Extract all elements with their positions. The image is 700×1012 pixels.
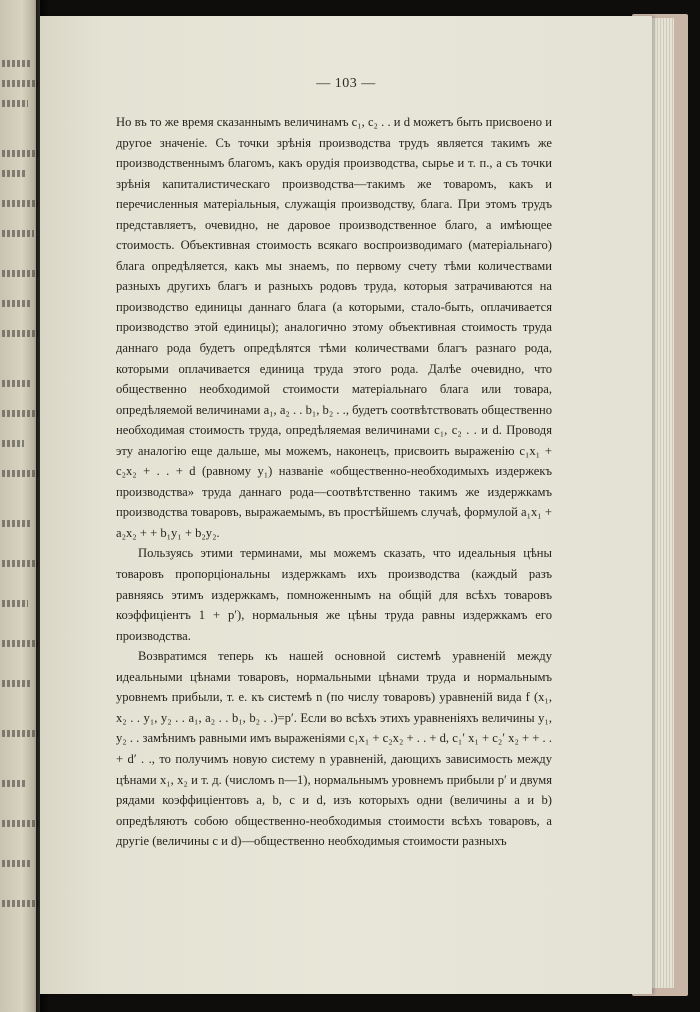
page-number: — 103 —: [316, 76, 376, 91]
main-page: [40, 16, 652, 994]
paragraph: Возвратимся теперь къ нашей основной системѣ уравненій между идеальными цѣнами товаровъ, нормальными цѣнами труда и нормальнымъ уровнемъ прибыли, т. е. къ системѣ n (по числу товаровъ) уравненій вида f (x₁, x₂ . . y₁, y₂ . . a₁, a₂ . . b₁, b₂ . .)=p′. Если во всѣхъ этихъ уравненіяхъ величины y₁, y₂ . . замѣнимъ равными имъ выраженіями c₁x₁ + c₂x₂ + . . + d, c₁′ x₁ + c₂′ x₂ + + . . + d′ . ., то получимъ новую систему n уравненій, дающихъ зависимость между цѣнами x₁, x₂ и т. д. (числомъ n—1), нормальнымъ уровнемъ прибыли p′ и двумя рядами коэффиціентовъ a, b, c и d, изъ которыхъ одни (величины a и b) опредѣляютъ собою общественно-необходимыя стоимости всѣхъ товаровъ, а другіе (величины c и d)—общественно необходимыя стоимости разныхъ: [116, 649, 552, 849]
paragraph: Но въ то же время сказаннымъ величинамъ c₁, c₂ . . и d можетъ быть присвоено и другое значеніе. Съ точки зрѣнія производства трудъ является такимъ же производственнымъ благомъ, какъ орудія производства, сырье и т. п., а съ точки зрѣнія капиталистическаго производства—такимъ же товаромъ, какъ и перечисленныя матеріальныя, служащія производству, блага. При этомъ трудъ представляетъ, очевидно, не даровое производственное благо, а имѣющее стоимость. Объективная стоимость всякаго воспроизводимаго (матеріальнаго) блага опредѣляется, какъ мы знаемъ, по первому счету тѣми количествами разныхъ другихъ благъ и разныхъ родовъ труда, которыя затрачиваются на производство единицы даннаго блага (а которыми, стало-быть, оплачивается производство этой единицы); аналогично этому объективная стоимость труда даннаго рода будетъ опредѣлятся тѣми количествами благъ разнаго рода, которыми оплачивается единица труда этого рода. Далѣе очевидно, что общественно необходимой стоимости матеріальнаго блага или товара, опредѣляемой величинами a₁, a₂ . . b₁, b₂ . ., будетъ соотвѣтствовать общественно необходимая стоимость труда, опредѣляемая величинами c₁, c₂ . . и d. Проводя эту аналогію еще дальше, мы можемъ, наконецъ, присвоить выраженію c₁x₁ + c₂x₂ + . . + d (равному y₁) названіе «общественно-необходимыхъ издержекъ производства» труда даннаго рода—соотвѣтственно такимъ же издержкамъ производства товаровъ, выражаемымъ, въ простѣйшемъ случаѣ, формулой a₁x₁ + a₂x₂ + + b₁y₁ + b₂y₂.: [116, 115, 553, 540]
paragraph: Пользуясь этими терминами, мы можемъ сказать, что идеальныя цѣны товаровъ пропорціональны издержкамъ ихъ производства (каждый разъ равняясь этимъ издержкамъ, помноженнымъ на общій для всѣхъ товаровъ коэффиціентъ 1 + p′), нормальныя же цѣны труда равны издержкамъ его производства.: [116, 546, 552, 643]
facing-page: [0, 0, 40, 1012]
body-text: [116, 112, 552, 852]
